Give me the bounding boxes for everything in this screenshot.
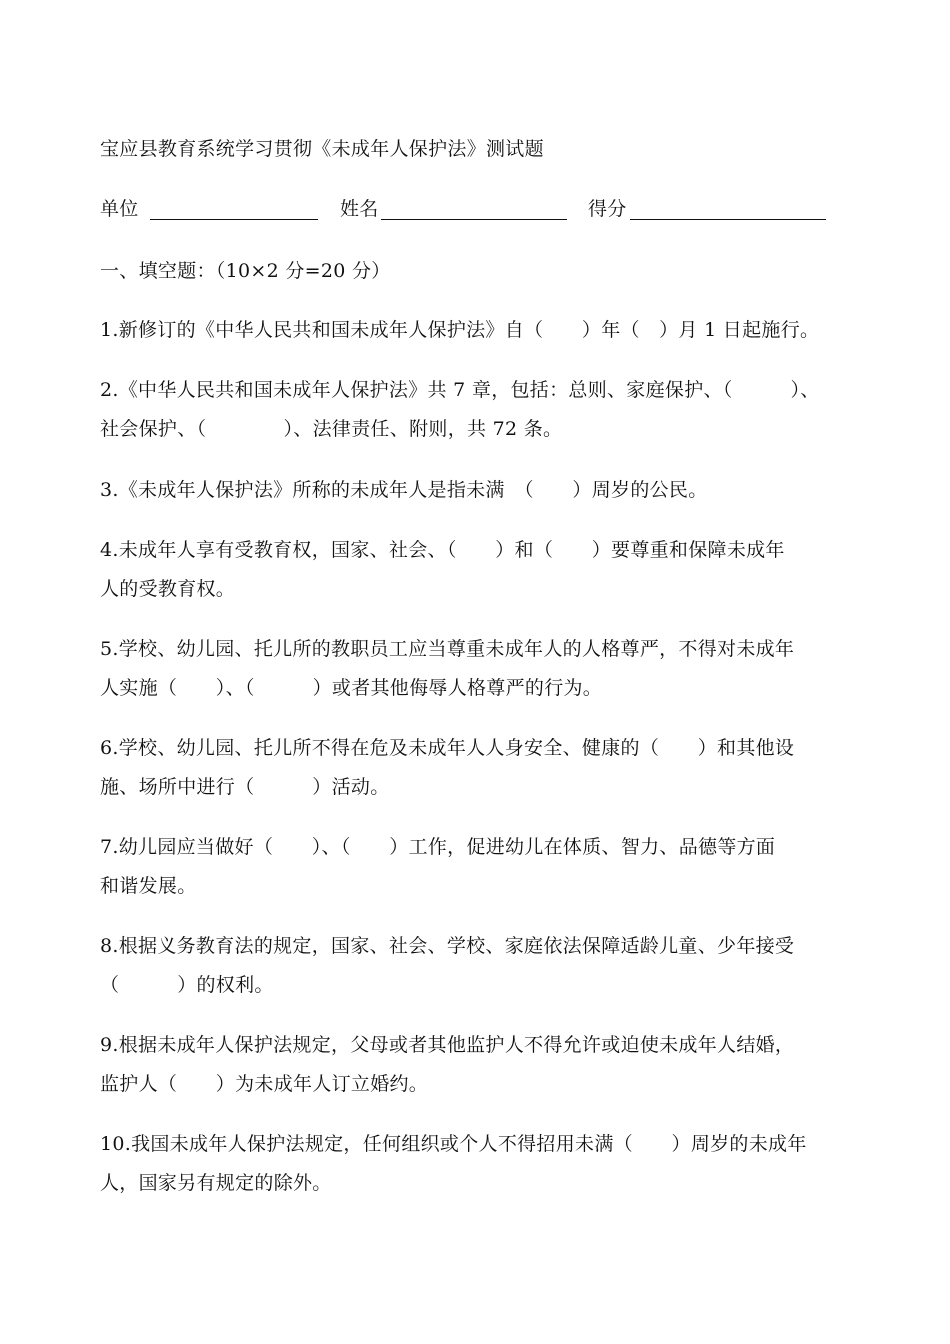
question-7-line-1: 7.幼儿园应当做好（ ）、（ ）工作，促进幼儿在体质、智力、品德等方面: [100, 836, 776, 858]
question-5-line-2: 人实施（ ）、（ ）或者其他侮辱人格尊严的行为。: [100, 677, 603, 699]
question-9-line-1: 9.根据未成年人保护法规定，父母或者其他监护人不得允许或迫使未成年人结婚，: [100, 1034, 795, 1056]
question-4-line-1: 4.未成年人享有受教育权，国家、社会、（ ）和（ ）要尊重和保障未成年: [100, 539, 785, 561]
question-9-line-2: 监护人（ ）为未成年人订立婚约。: [100, 1073, 429, 1095]
unit-blank-line: [150, 219, 318, 220]
question-2-line-1: 2.《中华人民共和国未成年人保护法》共 7 章，包括：总则、家庭保护、（ ）、: [100, 379, 820, 401]
score-label: 得分: [588, 198, 627, 220]
question-6-line-1: 6.学校、幼儿园、托儿所不得在危及未成年人人身安全、健康的（ ）和其他设: [100, 737, 795, 759]
name-label: 姓名: [340, 198, 379, 220]
question-6-line-2: 施、场所中进行（ ）活动。: [100, 776, 390, 798]
question-3-line-1: 3.《未成年人保护法》所称的未成年人是指未满 （ ）周岁的公民。: [100, 479, 708, 501]
question-5-line-1: 5.学校、幼儿园、托儿所的教职员工应当尊重未成年人的人格尊严，不得对未成年: [100, 638, 795, 660]
question-2-line-2: 社会保护、（ ）、法律责任、附则，共 72 条。: [100, 418, 563, 440]
question-4-line-2: 人的受教育权。: [100, 578, 236, 600]
header-fields: [100, 197, 860, 223]
unit-label: 单位: [100, 198, 139, 220]
question-10-line-2: 人，国家另有规定的除外。: [100, 1172, 332, 1194]
document-title: 宝应县教育系统学习贯彻《未成年人保护法》测试题: [100, 138, 544, 160]
section-heading: 一、填空题：（10×2 分=20 分）: [100, 260, 391, 282]
question-8-line-1: 8.根据义务教育法的规定，国家、社会、学校、家庭依法保障适龄儿童、少年接受: [100, 935, 795, 957]
question-1-line-1: 1.新修订的《中华人民共和国未成年人保护法》自（ ）年（ ）月 1 日起施行。: [100, 319, 820, 341]
question-10-line-1: 10.我国未成年人保护法规定，任何组织或个人不得招用未满（ ）周岁的未成年: [100, 1133, 807, 1155]
score-blank-line: [630, 219, 826, 220]
question-8-line-2: （ ）的权利。: [100, 974, 274, 996]
question-7-line-2: 和谐发展。: [100, 875, 197, 897]
name-blank-line: [381, 219, 567, 220]
